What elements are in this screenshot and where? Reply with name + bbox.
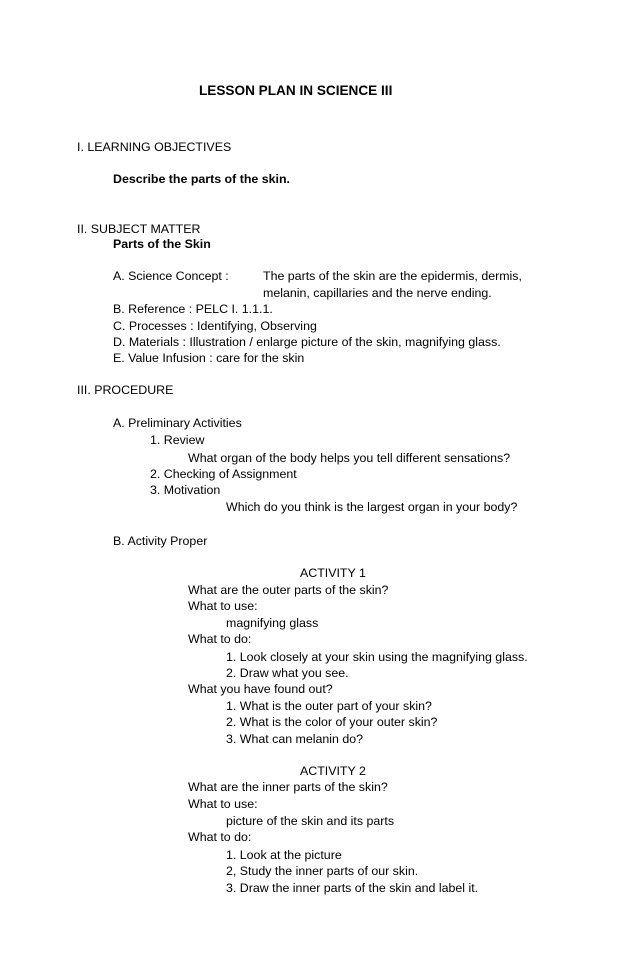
- science-concept-label: A. Science Concept :: [113, 269, 229, 283]
- activity1-found-q3: 3. What can melanin do?: [226, 732, 364, 746]
- objectives-text: Describe the parts of the skin.: [113, 172, 290, 186]
- procedure-heading: III. PROCEDURE: [77, 383, 174, 397]
- preliminary-heading: A. Preliminary Activities: [113, 416, 242, 430]
- subject-topic: Parts of the Skin: [113, 237, 211, 251]
- motivation-item: 3. Motivation: [150, 483, 221, 497]
- activity2-question: What are the inner parts of the skin?: [188, 780, 388, 794]
- processes-line: C. Processes : Identifying, Observing: [113, 319, 317, 333]
- materials-line: D. Materials : Illustration / enlarge picture of the skin, magnifying glass.: [113, 335, 501, 349]
- activity2-use-label: What to use:: [188, 797, 258, 811]
- activity2-do-label: What to do:: [188, 830, 252, 844]
- activity1-do-step2: 2. Draw what you see.: [226, 666, 349, 680]
- page-title: LESSON PLAN IN SCIENCE III: [199, 83, 393, 98]
- activity1-do-step1: 1. Look closely at your skin using the magnifying glass.: [226, 650, 528, 664]
- activity2-do-step2: 2, Study the inner parts of our skin.: [226, 864, 419, 878]
- activity1-do-label: What to do:: [188, 632, 252, 646]
- activity1-found-q1: 1. What is the outer part of your skin?: [226, 699, 432, 713]
- activity1-use-item: magnifying glass: [226, 616, 319, 630]
- objectives-heading: I. LEARNING OBJECTIVES: [77, 140, 232, 154]
- activity1-question: What are the outer parts of the skin?: [188, 583, 389, 597]
- activity1-found-label: What you have found out?: [188, 682, 333, 696]
- activity1-use-label: What to use:: [188, 599, 258, 613]
- review-item: 1. Review: [150, 433, 205, 447]
- activity2-do-step1: 1. Look at the picture: [226, 848, 342, 862]
- activity1-found-q2: 2. What is the color of your outer skin?: [226, 715, 438, 729]
- checking-item: 2. Checking of Assignment: [150, 467, 297, 481]
- activity-proper-heading: B. Activity Proper: [113, 534, 208, 548]
- review-question: What organ of the body helps you tell different sensations?: [188, 451, 511, 465]
- reference-line: B. Reference : PELC I. 1.1.1.: [113, 302, 273, 316]
- motivation-question: Which do you think is the largest organ in your body?: [226, 500, 518, 514]
- activity1-title: ACTIVITY 1: [300, 566, 366, 580]
- science-concept-line1: The parts of the skin are the epidermis, dermis,: [263, 269, 522, 283]
- activity2-title: ACTIVITY 2: [300, 764, 366, 778]
- science-concept-line2: melanin, capillaries and the nerve ending.: [263, 286, 492, 300]
- activity2-use-item: picture of the skin and its parts: [226, 814, 395, 828]
- activity2-do-step3: 3. Draw the inner parts of the skin and label it.: [226, 881, 479, 895]
- subject-matter-heading: II. SUBJECT MATTER: [77, 222, 201, 236]
- value-infusion-line: E. Value Infusion : care for the skin: [113, 351, 305, 365]
